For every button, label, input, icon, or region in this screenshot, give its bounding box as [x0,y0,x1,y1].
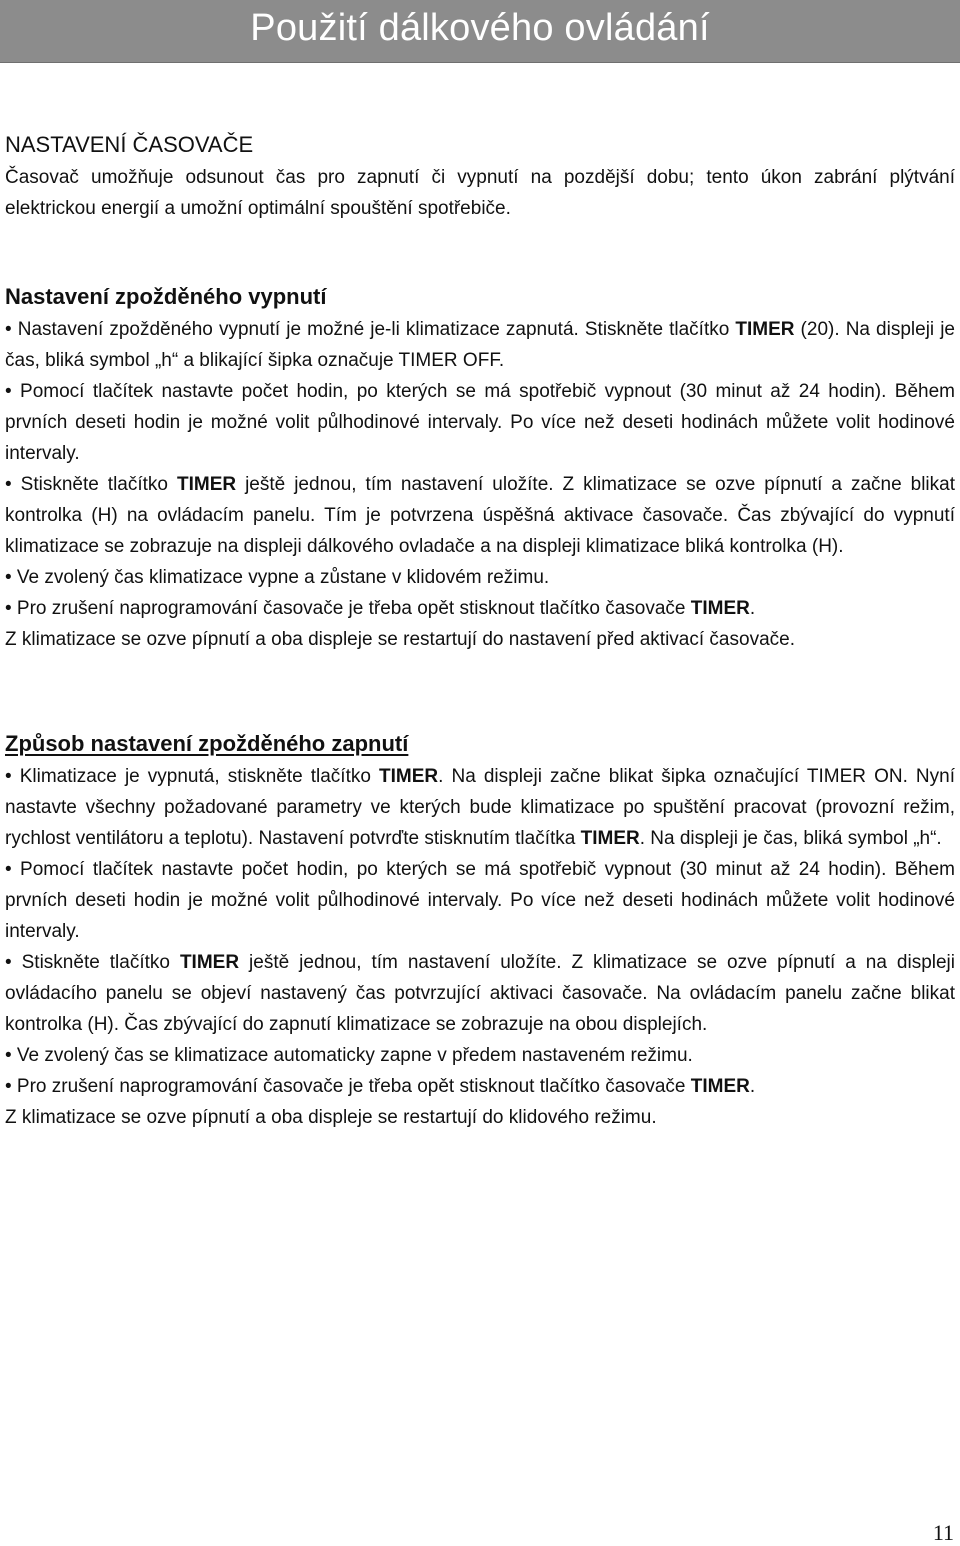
timer-keyword: TIMER [179,952,240,973]
delayed-on-step-1 [5,761,955,854]
page-number: 11 [932,1520,954,1545]
text-run: . [749,598,756,619]
text-run: . [749,1076,756,1097]
timer-keyword: TIMER [379,766,439,787]
delayed-off-heading: Nastavení zpožděného vypnutí [5,284,327,309]
delayed-on-step-4: • Ve zvolený čas se klimatizace automaticky zapne v předem nastaveném režimu. [5,1045,693,1066]
delayed-off-note: Z klimatizace se ozve pípnutí a oba displeje se restartují do nastavení před aktivací časovače. [5,629,795,650]
delayed-on-heading: Způsob nastavení zpožděného zapnutí [5,731,409,756]
delayed-on-note: Z klimatizace se ozve pípnutí a oba displeje se restartují do klidového režimu. [5,1107,657,1128]
timer-keyword: TIMER [690,1076,750,1097]
text-run: • Pro zrušení naprogramování časovače je třeba opět stisknout tlačítko časovače [5,598,691,619]
text-run: • Klimatizace je vypnutá, stiskněte tlačítko [5,766,380,787]
text-run: • Nastavení zpožděného vypnutí je možné je-li klimatizace zapnutá. Stiskněte tlačítko [5,319,736,340]
delayed-off-step-1 [5,314,955,376]
timer-keyword: TIMER [735,319,795,340]
delayed-off-step-3 [5,469,955,562]
title-banner [0,0,960,63]
timer-keyword: TIMER [580,828,640,849]
text-run: . Na displeji začne blikat šipka označující TIMER ON. Nyní nastavte všechny požadované parametry ve kterých bude klimatizace po spuštění pracovat (provozní režim, rychlost ventilátoru a teplotu). Nastavení potvrďte stisknutím tlačítka [5,766,955,849]
spacer [5,655,955,727]
text-run: ještě jednou, tím nastavení uložíte. Z klimatizace se ozve pípnutí a začne blikat kontrolka (H) na ovládacím panelu. Tím je potvrzena úspěšná aktivace časovače. Čas zbývající do vypnutí klimatizace se zobrazuje na displeji dálkového ovladače a na displeji klimatizace bliká kontrolka (H). [5,474,955,557]
delayed-off-step-4: • Ve zvolený čas klimatizace vypne a zůstane v klidovém režimu. [5,567,550,588]
timer-keyword: TIMER [176,474,237,495]
timer-section-heading: NASTAVENÍ ČASOVAČE [5,132,254,157]
text-run: • Stiskněte tlačítko [5,952,180,973]
timer-intro: Časovač umožňuje odsunout čas pro zapnutí či vypnutí na pozdější dobu; tento úkon zabrání plýtvání elektrickou energií a umožní optimální spouštění spotřebiče. [5,167,955,219]
delayed-on-step-2: • Pomocí tlačítek nastavte počet hodin, po kterých se má spotřebič vypnout (30 minut až 24 hodin). Během prvních deseti hodin je možné volit půlhodinové intervaly. Po více než deseti hodinách můžete volit hodinové intervaly. [5,859,955,942]
text-run: • Stiskněte tlačítko [5,474,177,495]
spacer [5,224,955,280]
text-run: (20). Na displeji je čas, bliká symbol „h“ a blikající šipka označuje TIMER OFF. [5,319,956,371]
timer-keyword: TIMER [690,598,750,619]
text-run: ještě jednou, tím nastavení uložíte. Z klimatizace se ozve pípnutí a na displeji ovládacího panelu se objeví nastavený čas potvrzující aktivaci časovače. Na ovládacím panelu začne blikat kontrolka (H). Čas zbývající do zapnutí klimatizace se zobrazuje na obou displejích. [5,952,955,1035]
delayed-on-step-3 [5,947,955,1040]
text-run: . Na displeji je čas, bliká symbol „h“. [639,828,942,849]
delayed-off-step-2: • Pomocí tlačítek nastavte počet hodin, po kterých se má spotřebič vypnout (30 minut až 24 hodin). Během prvních deseti hodin je možné volit půlhodinové intervaly. Po více než deseti hodinách můžete volit hodinové intervaly. [5,381,955,464]
text-run: • Pro zrušení naprogramování časovače je třeba opět stisknout tlačítko časovače [5,1076,691,1097]
page-title: Použití dálkového ovládání [250,7,710,49]
delayed-on-step-5 [5,1071,955,1102]
document-body [5,128,955,1133]
delayed-off-step-5 [5,593,955,624]
